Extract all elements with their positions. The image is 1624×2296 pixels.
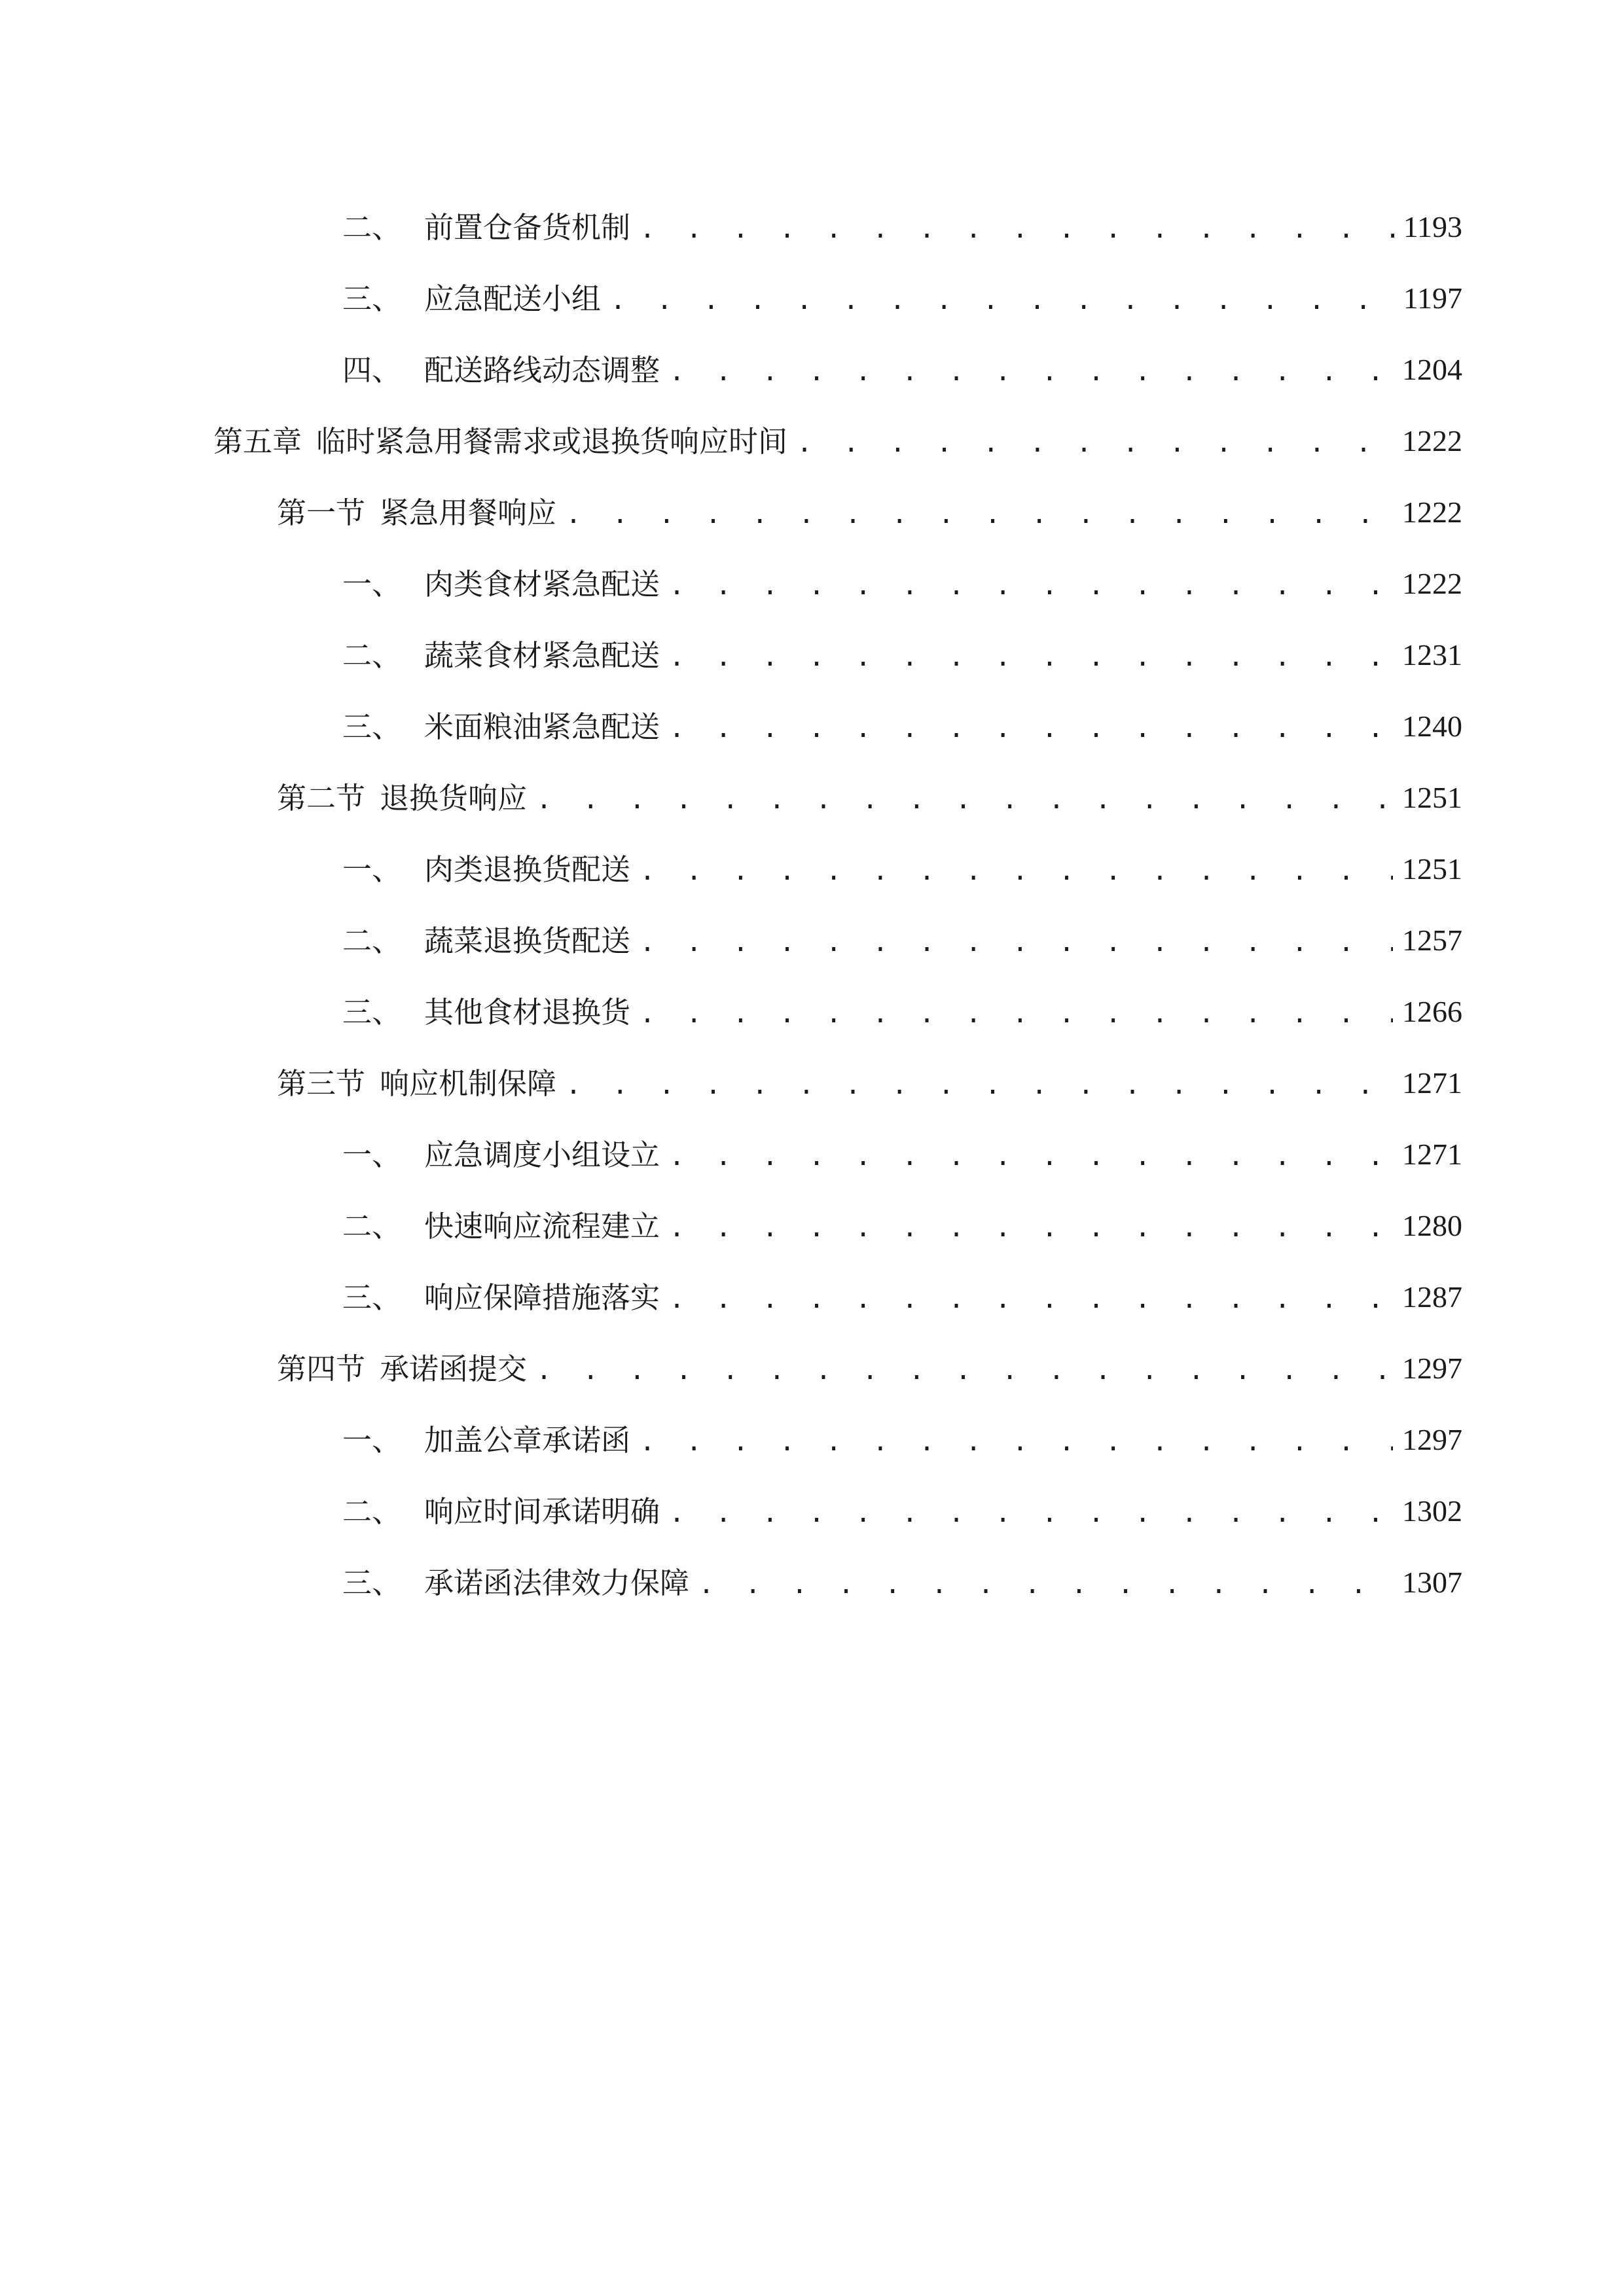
toc-entry-page: 1240 [1402,709,1462,743]
toc-entry-number: 第三节 [277,1066,366,1101]
toc-entry-title: 响应保障措施落实 [424,1280,660,1315]
toc-entry-number: 三、 [342,995,402,1030]
toc-entry-page: 1197 [1403,281,1462,315]
toc-entry-title: 应急调度小组设立 [424,1138,660,1172]
toc-entry[interactable] [342,190,1462,245]
toc-entry-page: 1222 [1402,495,1462,529]
toc-dot-leader [566,1072,1393,1098]
toc-entry-page: 1297 [1402,1352,1462,1385]
toc-entry-title: 蔬菜食材紧急配送 [424,638,660,673]
toc-entry-number: 三、 [342,709,402,744]
toc-entry[interactable] [342,618,1462,673]
toc-entry-number: 三、 [342,281,402,316]
toc-dot-leader [669,1500,1393,1526]
toc-entry-title: 米面粮油紧急配送 [424,709,660,744]
toc-entry[interactable] [342,1403,1462,1458]
toc-dot-leader [669,1143,1393,1170]
toc-entry-page: 1266 [1402,995,1462,1028]
toc-entry-title: 前置仓备货机制 [424,210,631,245]
toc-entry-page: 1297 [1402,1423,1462,1456]
toc-entry-title: 肉类食材紧急配送 [424,567,660,601]
toc-entry-title: 紧急用餐响应 [380,495,557,530]
toc-dot-leader [640,1429,1393,1455]
toc-entry-page: 1307 [1402,1566,1462,1599]
toc-entry-number: 第四节 [277,1352,366,1386]
toc-entry-title: 应急配送小组 [424,281,602,316]
toc-dot-leader [640,929,1393,956]
toc-entry-page: 1280 [1402,1209,1462,1242]
toc-entry-section[interactable] [277,475,1462,528]
toc-entry-section[interactable] [277,1331,1462,1384]
toc-entry[interactable] [342,832,1462,887]
toc-entry[interactable] [342,332,1462,385]
toc-dot-leader [669,573,1393,599]
toc-entry-page: 1222 [1402,567,1462,600]
toc-entry-page: 1271 [1402,1138,1462,1171]
toc-entry-title: 响应机制保障 [380,1066,557,1101]
toc-dot-leader [669,715,1393,742]
toc-entry-number: 一、 [342,852,402,887]
toc-entry-page: 1204 [1402,353,1462,386]
toc-entry[interactable] [342,1260,1462,1315]
toc-entry-number: 四、 [342,353,402,387]
toc-entry-title: 承诺函提交 [380,1352,528,1386]
toc-entry[interactable] [342,1474,1462,1529]
toc-entry-title: 配送路线动态调整 [424,353,660,387]
toc-dot-leader [536,1357,1393,1384]
toc-entry-number: 二、 [342,1494,402,1529]
toc-entry[interactable] [342,1545,1462,1598]
toc-entry-title: 肉类退换货配送 [424,852,631,887]
toc-dot-leader [566,501,1393,528]
toc-entry-title: 加盖公章承诺函 [424,1423,631,1458]
toc-entry-title: 响应时间承诺明确 [424,1494,660,1529]
toc-entry[interactable] [342,261,1462,314]
toc-dot-leader [669,644,1393,670]
toc-dot-leader [669,1286,1393,1312]
toc-dot-leader [640,858,1393,884]
toc-entry-page: 1287 [1402,1280,1462,1314]
toc-dot-leader [669,359,1393,385]
toc-entry-number: 三、 [342,1566,402,1600]
toc-entry-number: 一、 [342,567,402,601]
toc-entry-number: 第五章 [213,424,302,459]
toc-entry-number: 二、 [342,924,402,958]
toc-entry-title: 快速响应流程建立 [424,1209,660,1244]
toc-dot-leader [640,1001,1393,1027]
toc-entry-number: 第二节 [277,781,366,816]
toc-entry-number: 一、 [342,1138,402,1172]
toc-entry-page: 1251 [1402,852,1462,886]
toc-entry-section[interactable] [277,1046,1462,1101]
toc-dot-leader [536,787,1393,813]
toc-dot-leader [797,430,1393,456]
toc-entry-title: 临时紧急用餐需求或退换货响应时间 [316,424,788,459]
toc-entry-page: 1271 [1402,1066,1462,1100]
toc-entry-title: 其他食材退换货 [424,995,631,1030]
toc-entry-page: 1193 [1403,210,1462,243]
toc-entry-title: 蔬菜退换货配送 [424,924,631,958]
toc-entry-number: 二、 [342,210,402,245]
toc-entry-number: 三、 [342,1280,402,1315]
toc-dot-leader [698,1571,1393,1598]
toc-entry[interactable] [342,547,1462,599]
toc-entry-title: 退换货响应 [380,781,528,816]
toc-entry-number: 二、 [342,638,402,673]
toc-entry-page: 1222 [1402,424,1462,457]
toc-entry-page: 1231 [1402,638,1462,672]
toc-entry[interactable] [342,1117,1462,1170]
toc-entry[interactable] [342,903,1462,956]
toc-entry-number: 第一节 [277,495,366,530]
toc-entry-title: 承诺函法律效力保障 [424,1566,690,1600]
toc-entry[interactable] [342,689,1462,742]
toc-entry-page: 1257 [1402,924,1462,957]
toc-entry-page: 1302 [1402,1494,1462,1528]
toc-dot-leader [640,216,1394,242]
toc-entry[interactable] [342,975,1462,1030]
toc-entry-section[interactable] [277,761,1462,816]
toc-entry-page: 1251 [1402,781,1462,814]
toc-entry-number: 二、 [342,1209,402,1244]
toc-entry[interactable] [342,1189,1462,1244]
toc-entry-chapter[interactable] [213,404,1462,459]
toc-dot-leader [669,1215,1393,1241]
toc-entry-number: 一、 [342,1423,402,1458]
toc-dot-leader [610,287,1394,314]
